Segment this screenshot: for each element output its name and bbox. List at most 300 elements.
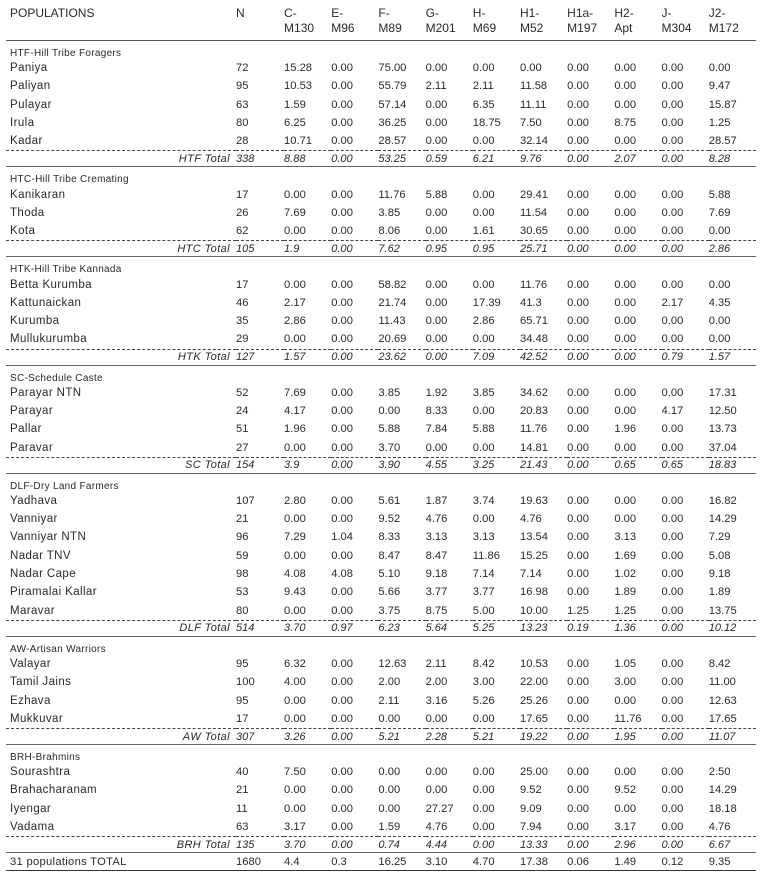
frequency-cell: 7.50: [519, 117, 542, 130]
frequency-cell: 0.00: [614, 315, 637, 328]
frequency-cell: 0.00: [284, 225, 306, 238]
frequency-cell: 18.75: [472, 117, 501, 130]
frequency-cell: 9.09: [519, 802, 542, 815]
table-body: [6, 41, 756, 871]
frequency-cell: 4.4: [284, 853, 331, 871]
population-row: [6, 492, 756, 510]
frequency-cell: 0.00: [331, 494, 353, 507]
frequency-cell: 0.06: [567, 853, 614, 871]
frequency-cell: 11.76: [378, 188, 406, 201]
frequency-cell: 3.90: [378, 457, 425, 473]
frequency-cell: 0.00: [567, 729, 614, 745]
frequency-cell: 1.36: [614, 620, 661, 636]
frequency-cell: 25.00: [519, 766, 548, 779]
population-row: [6, 438, 756, 457]
frequency-cell: 0.00: [473, 837, 520, 853]
frequency-cell: 1.05: [614, 657, 637, 670]
frequency-cell: 0.00: [425, 206, 448, 219]
frequency-cell: 0.00: [567, 821, 589, 834]
sample-size-cell: 17: [236, 188, 249, 201]
frequency-cell: 11.58: [519, 80, 548, 93]
population-row: [6, 402, 756, 420]
frequency-cell: 16.25: [378, 853, 425, 871]
frequency-cell: 7.14: [472, 568, 495, 581]
sample-size-cell: 53: [236, 586, 249, 599]
frequency-cell: 0.00: [378, 405, 401, 417]
frequency-cell: 5.66: [378, 586, 401, 599]
frequency-cell: 0.00: [661, 315, 684, 328]
frequency-cell: 25.26: [519, 694, 548, 707]
frequency-cell: 0.00: [661, 531, 684, 544]
population-row: [6, 114, 756, 132]
frequency-cell: 7.50: [284, 766, 306, 779]
frequency-cell: 29.41: [519, 188, 548, 201]
sample-size-cell: 11: [236, 802, 248, 815]
frequency-cell: 0.00: [567, 296, 589, 309]
population-row: [6, 132, 756, 151]
frequency-cell: 6.67: [709, 837, 756, 853]
frequency-cell: 0.00: [472, 821, 495, 834]
frequency-cell: 12.63: [378, 657, 407, 670]
haplogroup-column-header: [520, 4, 567, 41]
frequency-cell: 0.00: [472, 513, 495, 526]
frequency-cell: 1.96: [284, 423, 306, 436]
frequency-cell: 0.00: [519, 62, 542, 75]
frequency-cell: 0.00: [472, 188, 495, 201]
frequency-cell: 0.00: [331, 457, 378, 473]
frequency-cell: 0.00: [661, 206, 684, 219]
frequency-cell: 0.00: [567, 802, 589, 815]
frequency-cell: 0.3: [331, 853, 378, 871]
population-row: [6, 420, 756, 438]
frequency-cell: 2.96: [614, 837, 661, 853]
haplogroup-column-header: [614, 4, 661, 41]
frequency-cell: 4.08: [284, 568, 306, 581]
population-row: [6, 547, 756, 565]
frequency-cell: 42.52: [520, 349, 567, 365]
frequency-cell: 0.00: [425, 315, 448, 328]
frequency-cell: 3.00: [472, 676, 495, 689]
frequency-cell: 5.88: [472, 423, 495, 436]
frequency-cell: 0.00: [331, 802, 353, 815]
frequency-cell: 0.00: [331, 206, 353, 219]
group-total-label: BRH Total: [6, 837, 236, 853]
frequency-cell: 8.42: [472, 657, 495, 670]
sample-size-cell: 98: [236, 568, 249, 581]
sample-size-cell: 52: [236, 386, 249, 399]
frequency-cell: 8.33: [378, 531, 401, 544]
population-row: [6, 710, 756, 729]
haplogroup-frequency-table: [6, 4, 756, 871]
group-title: DLF-Dry Land Farmers: [10, 480, 119, 492]
frequency-cell: 5.21: [378, 729, 425, 745]
population-row: [6, 602, 756, 621]
frequency-cell: 3.25: [473, 457, 520, 473]
frequency-cell: 7.69: [284, 386, 306, 399]
frequency-cell: 13.54: [519, 531, 548, 544]
frequency-cell: 0.00: [661, 784, 684, 797]
frequency-cell: 34.48: [519, 333, 548, 346]
frequency-cell: 0.74: [378, 837, 425, 853]
frequency-cell: 13.73: [708, 423, 737, 436]
haplogroup-clade: H1a-: [567, 6, 594, 20]
frequency-cell: 11.00: [708, 676, 736, 689]
frequency-cell: 7.69: [708, 206, 731, 219]
group-header-row: [6, 365, 756, 384]
frequency-cell: 13.75: [708, 604, 737, 617]
frequency-cell: 0.00: [331, 441, 353, 454]
frequency-cell: 0.00: [284, 513, 306, 526]
table-header-row: [6, 4, 756, 41]
frequency-cell: 4.76: [708, 821, 731, 834]
sample-size-cell: 95: [236, 657, 249, 670]
frequency-cell: 0.00: [662, 620, 709, 636]
frequency-cell: 0.00: [661, 135, 684, 148]
frequency-cell: 2.11: [472, 80, 494, 93]
sample-size-cell: 17: [236, 278, 249, 291]
frequency-cell: 0.00: [614, 694, 637, 707]
frequency-cell: 17.65: [519, 712, 548, 725]
frequency-cell: 1.57: [284, 349, 331, 365]
frequency-cell: 0.00: [378, 802, 401, 815]
frequency-cell: 1.9: [284, 241, 331, 257]
haplogroup-marker: M172: [708, 21, 739, 35]
population-name: Irula: [10, 117, 35, 130]
frequency-cell: 0.00: [331, 278, 353, 291]
frequency-cell: 2.28: [426, 729, 473, 745]
population-name: Mukkuvar: [10, 712, 64, 725]
frequency-cell: 55.79: [378, 80, 407, 93]
group-total-label: HTC Total: [6, 241, 236, 257]
group-title: BRH-Brahmins: [10, 752, 81, 764]
frequency-cell: 2.86: [284, 315, 306, 328]
frequency-cell: 0.00: [614, 296, 637, 309]
haplogroup-marker: M69: [472, 21, 497, 35]
frequency-cell: 3.70: [284, 620, 331, 636]
frequency-cell: 6.32: [284, 657, 306, 670]
frequency-cell: 0.00: [614, 766, 637, 779]
frequency-cell: 0.00: [425, 98, 448, 111]
frequency-cell: 0.00: [708, 62, 731, 75]
frequency-cell: 0.00: [567, 151, 614, 167]
frequency-cell: 0.00: [331, 729, 378, 745]
frequency-cell: 0.00: [614, 441, 637, 454]
frequency-cell: 0.00: [567, 117, 589, 130]
population-row: [6, 528, 756, 546]
frequency-cell: 17.65: [708, 712, 737, 725]
frequency-cell: 8.47: [425, 549, 448, 562]
frequency-cell: 0.00: [614, 241, 661, 257]
population-row: [6, 59, 756, 77]
frequency-cell: 0.00: [567, 513, 589, 526]
frequency-cell: 2.17: [661, 296, 684, 309]
frequency-cell: 0.00: [472, 802, 495, 815]
frequency-cell: 36.25: [378, 117, 407, 130]
frequency-cell: 4.35: [708, 296, 731, 309]
frequency-cell: 0.97: [331, 620, 378, 636]
frequency-cell: 20.69: [378, 333, 407, 346]
frequency-cell: 14.29: [708, 513, 737, 526]
frequency-cell: 0.00: [708, 315, 731, 328]
frequency-cell: 25.71: [520, 241, 567, 257]
population-name: Pallar: [10, 423, 42, 436]
frequency-cell: 0.00: [567, 441, 589, 454]
population-row: [6, 673, 756, 691]
frequency-cell: 0.00: [661, 513, 684, 526]
frequency-cell: 5.26: [472, 694, 495, 707]
frequency-cell: 3.70: [378, 441, 401, 454]
frequency-cell: 0.00: [661, 657, 684, 670]
frequency-cell: 5.25: [473, 620, 520, 636]
frequency-cell: 28.57: [378, 135, 407, 148]
group-total-row: [6, 241, 756, 257]
frequency-cell: 10.53: [284, 80, 313, 93]
group-total-label: DLF Total: [6, 620, 236, 636]
frequency-cell: 0.00: [567, 531, 589, 544]
frequency-cell: 11.76: [614, 712, 642, 725]
population-name: Iyengar: [10, 802, 52, 815]
group-total-n: 514: [236, 620, 284, 636]
frequency-cell: 0.00: [661, 62, 684, 75]
frequency-cell: 0.00: [284, 712, 306, 725]
group-total-n: 154: [236, 457, 284, 473]
frequency-cell: 0.00: [567, 80, 589, 93]
frequency-cell: 7.94: [519, 821, 542, 834]
frequency-cell: 37.04: [708, 441, 737, 454]
sample-size-cell: 63: [236, 98, 249, 111]
frequency-cell: 0.00: [567, 241, 614, 257]
frequency-cell: 2.11: [378, 694, 400, 707]
frequency-cell: 0.00: [378, 784, 401, 797]
frequency-cell: 0.00: [331, 315, 353, 328]
frequency-cell: 0.00: [331, 296, 353, 309]
frequency-cell: 0.00: [331, 333, 353, 346]
sample-size-cell: 17: [236, 712, 249, 725]
frequency-cell: 1.89: [708, 586, 731, 599]
haplogroup-marker: M52: [519, 21, 544, 35]
frequency-cell: 0.00: [331, 80, 353, 93]
sample-size-cell: 21: [236, 784, 249, 797]
frequency-cell: 6.35: [472, 98, 495, 111]
frequency-cell: 0.00: [614, 98, 637, 111]
frequency-cell: 0.00: [567, 135, 589, 148]
population-row: [6, 655, 756, 673]
frequency-cell: 28.57: [708, 135, 737, 148]
population-name: Tamil Jains: [10, 676, 72, 689]
population-name: Kanikaran: [10, 188, 66, 201]
haplogroup-clade: G-: [425, 6, 439, 20]
frequency-cell: 0.00: [331, 837, 378, 853]
group-header-row: [6, 257, 756, 276]
frequency-cell: 5.21: [473, 729, 520, 745]
frequency-cell: 0.00: [708, 225, 731, 238]
frequency-cell: 3.13: [472, 531, 495, 544]
frequency-cell: 27.27: [425, 802, 454, 815]
population-name: Pulayar: [10, 98, 52, 111]
frequency-cell: 14.81: [519, 441, 548, 454]
frequency-cell: 14.29: [708, 784, 737, 797]
sample-size-cell: 35: [236, 315, 249, 328]
frequency-cell: 0.00: [614, 62, 637, 75]
frequency-cell: 30.65: [519, 225, 548, 238]
frequency-cell: 9.43: [284, 586, 306, 599]
frequency-cell: 9.76: [520, 151, 567, 167]
frequency-cell: 0.00: [567, 712, 589, 725]
haplogroup-clade: J-: [661, 6, 672, 20]
group-total-row: [6, 729, 756, 745]
frequency-cell: 8.33: [425, 405, 448, 417]
group-total-n: 135: [236, 837, 284, 853]
frequency-cell: 0.00: [661, 676, 684, 689]
frequency-cell: 0.00: [331, 586, 353, 599]
sample-size-cell: 62: [236, 225, 249, 238]
population-row: [6, 800, 756, 818]
frequency-cell: 65.71: [519, 315, 548, 328]
frequency-cell: 0.00: [331, 241, 378, 257]
haplogroup-clade: H-: [472, 6, 486, 20]
haplogroup-clade: J2-: [708, 6, 726, 20]
frequency-cell: 0.00: [661, 333, 684, 346]
frequency-cell: 1.92: [425, 386, 448, 399]
frequency-cell: 3.85: [378, 206, 401, 219]
frequency-cell: 16.98: [519, 586, 548, 599]
frequency-cell: 0.00: [425, 712, 448, 725]
frequency-cell: 0.00: [284, 802, 306, 815]
frequency-cell: 0.00: [614, 80, 637, 93]
group-total-row: [6, 620, 756, 636]
population-row: [6, 781, 756, 799]
haplogroup-marker: M89: [378, 21, 402, 35]
population-row: [6, 583, 756, 601]
frequency-cell: 0.00: [614, 225, 637, 238]
frequency-cell: 0.00: [331, 513, 353, 526]
frequency-cell: 17.39: [472, 296, 501, 309]
frequency-cell: 3.74: [472, 494, 495, 507]
frequency-cell: 0.00: [567, 837, 614, 853]
frequency-cell: 3.85: [378, 386, 401, 399]
sample-size-cell: 21: [236, 513, 249, 526]
haplogroup-marker: M304: [661, 21, 692, 35]
frequency-cell: 2.86: [709, 241, 756, 257]
population-row: [6, 222, 756, 241]
sample-size-cell: 72: [236, 62, 249, 75]
frequency-cell: 0.00: [425, 225, 448, 238]
population-row: [6, 510, 756, 528]
population-name: Ezhava: [10, 694, 51, 707]
haplogroup-marker: M201: [425, 21, 456, 35]
frequency-cell: 18.18: [708, 802, 737, 815]
frequency-cell: 5.88: [425, 188, 448, 201]
grand-total-label: 31 populations TOTAL: [6, 853, 236, 871]
frequency-cell: 0.00: [661, 568, 684, 581]
frequency-cell: 9.52: [614, 784, 637, 797]
population-row: [6, 330, 756, 349]
sample-size-cell: 26: [236, 206, 249, 219]
population-row: [6, 77, 756, 95]
group-total-n: 105: [236, 241, 284, 257]
frequency-cell: 0.00: [472, 62, 495, 75]
frequency-cell: 0.19: [567, 620, 614, 636]
frequency-cell: 0.00: [331, 62, 353, 75]
frequency-cell: 0.00: [614, 802, 637, 815]
frequency-cell: 0.00: [662, 241, 709, 257]
group-title: SC-Schedule Caste: [10, 372, 103, 384]
frequency-cell: 0.12: [662, 853, 709, 871]
frequency-cell: 0.00: [472, 135, 495, 148]
population-row: [6, 565, 756, 583]
frequency-cell: 9.18: [708, 568, 731, 581]
haplogroup-column-header: [567, 4, 614, 41]
group-total-label: HTK Total: [6, 349, 236, 365]
sample-size-cell: 96: [236, 531, 249, 544]
group-header-row: [6, 473, 756, 492]
frequency-cell: 10.71: [284, 135, 313, 148]
frequency-cell: 11.43: [378, 315, 406, 328]
frequency-cell: 0.00: [567, 405, 589, 417]
frequency-cell: 7.14: [519, 568, 542, 581]
n-column-header: N: [236, 4, 284, 41]
frequency-cell: 17.38: [520, 853, 567, 871]
frequency-cell: 11.86: [472, 549, 500, 562]
frequency-cell: 0.00: [331, 821, 353, 834]
frequency-cell: 0.00: [661, 802, 684, 815]
frequency-cell: 0.00: [331, 151, 378, 167]
frequency-cell: 0.00: [661, 694, 684, 707]
frequency-cell: 9.18: [425, 568, 448, 581]
frequency-cell: 11.54: [519, 206, 548, 219]
frequency-cell: 9.35: [709, 853, 756, 871]
frequency-cell: 1.25: [567, 604, 589, 617]
frequency-cell: 5.00: [472, 604, 495, 617]
haplogroup-clade: C-: [284, 6, 297, 20]
frequency-cell: 0.00: [567, 494, 589, 507]
population-name: Brahacharanam: [10, 784, 98, 797]
frequency-cell: 0.00: [284, 604, 306, 617]
frequency-cell: 23.62: [378, 349, 425, 365]
frequency-cell: 3.77: [425, 586, 448, 599]
frequency-cell: 7.29: [284, 531, 306, 544]
population-row: [6, 96, 756, 114]
haplogroup-marker: M96: [331, 21, 355, 35]
frequency-cell: 0.65: [662, 457, 709, 473]
population-name: Parayar NTN: [10, 386, 82, 399]
frequency-cell: 0.00: [425, 441, 448, 454]
frequency-cell: 3.17: [284, 821, 306, 834]
frequency-cell: 9.52: [378, 513, 401, 526]
frequency-cell: 0.00: [567, 549, 589, 562]
population-name: Vanniyar NTN: [10, 531, 87, 544]
frequency-cell: 0.95: [426, 241, 473, 257]
frequency-cell: 4.17: [661, 405, 684, 417]
group-total-n: 307: [236, 729, 284, 745]
frequency-cell: 0.00: [614, 206, 637, 219]
frequency-cell: 0.00: [567, 278, 589, 291]
population-name: Yadhava: [10, 494, 58, 507]
frequency-cell: 11.76: [519, 278, 548, 291]
frequency-cell: 0.00: [661, 98, 684, 111]
population-name: Kattunaickan: [10, 296, 82, 309]
frequency-cell: 0.00: [661, 586, 684, 599]
population-row: [6, 312, 756, 330]
sample-size-cell: 51: [236, 423, 249, 436]
frequency-cell: 3.00: [614, 676, 637, 689]
frequency-cell: 21.43: [520, 457, 567, 473]
frequency-cell: 12.50: [708, 405, 737, 417]
frequency-cell: 0.00: [567, 206, 589, 219]
frequency-cell: 0.00: [567, 349, 614, 365]
frequency-cell: 0.00: [567, 676, 589, 689]
frequency-cell: 7.62: [378, 241, 425, 257]
